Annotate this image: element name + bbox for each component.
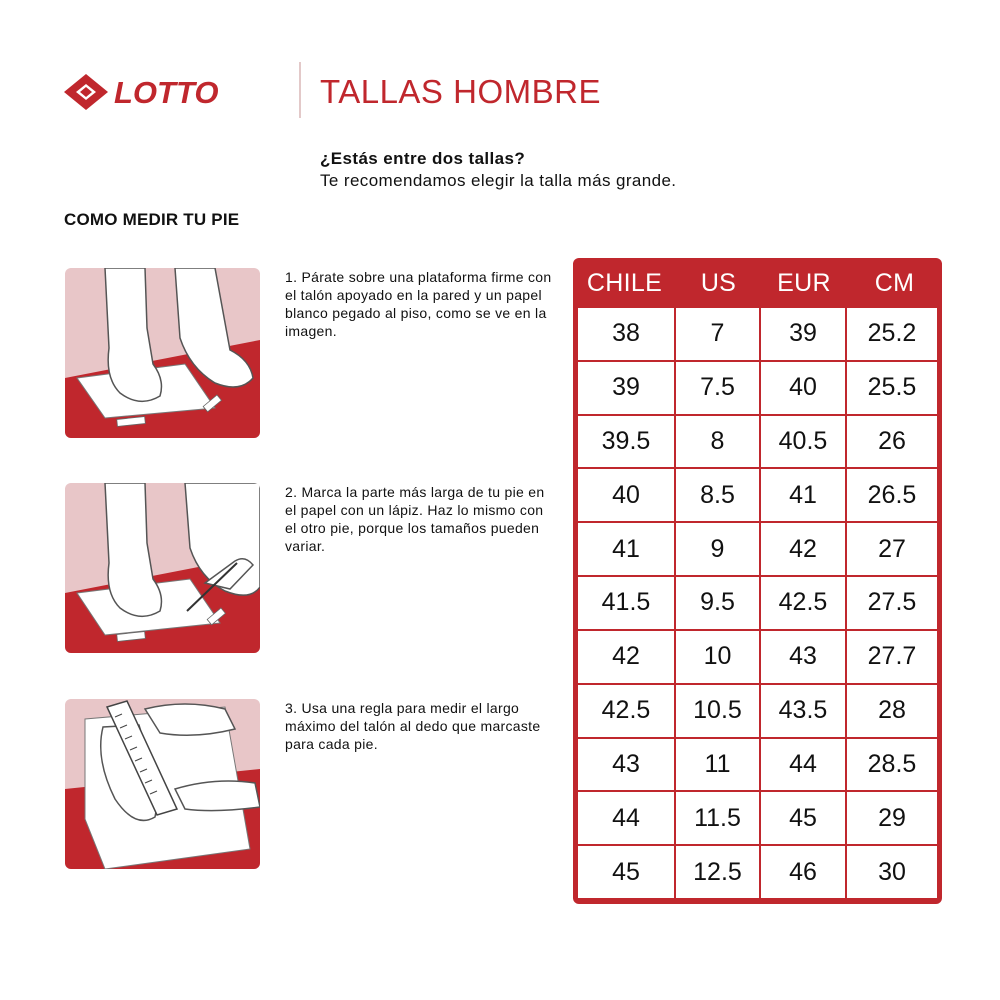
size-cell-chile: 44 <box>578 792 676 844</box>
size-cell-cm: 25.2 <box>847 308 937 360</box>
size-cell-eur: 43 <box>761 631 847 683</box>
size-tip <box>320 148 676 192</box>
ruler-measure-icon <box>65 699 260 869</box>
size-cell-chile: 39 <box>578 362 676 414</box>
step-1-text: 1. Párate sobre una plataforma firme con el talón apoyado en la pared y un papel blanco pegado al piso, como se ve en la imagen. <box>285 269 552 339</box>
size-cell-cm: 27.5 <box>847 577 937 629</box>
size-cell-us: 10 <box>676 631 761 683</box>
header-chile: CHILE <box>586 268 663 297</box>
size-cell-us: 8.5 <box>676 469 761 521</box>
size-cell-eur: 40.5 <box>761 416 847 468</box>
step-2-text: 2. Marca la parte más larga de tu pie en el papel con un lápiz. Haz lo mismo con el otro pie, porque los tamaños pueden variar. <box>285 484 545 554</box>
tip-question: ¿Estás entre dos tallas? <box>320 149 526 168</box>
page-title: TALLAS HOMBRE <box>320 73 601 110</box>
size-cell-eur: 39 <box>761 308 847 360</box>
size-cell-us: 9 <box>676 523 761 575</box>
section-title: COMO MEDIR TU PIE <box>64 210 240 229</box>
size-cell-chile: 41.5 <box>578 577 676 629</box>
size-cell-cm: 30 <box>847 846 937 898</box>
size-cell-chile: 39.5 <box>578 416 676 468</box>
size-cell-us: 9.5 <box>676 577 761 629</box>
size-cell-us: 11.5 <box>676 792 761 844</box>
lotto-diamond-icon <box>64 74 108 110</box>
size-cell-chile: 42 <box>578 631 676 683</box>
size-cell-eur: 40 <box>761 362 847 414</box>
size-cell-chile: 42.5 <box>578 685 676 737</box>
size-cell-eur: 44 <box>761 739 847 791</box>
size-cell-us: 10.5 <box>676 685 761 737</box>
size-cell-chile: 40 <box>578 469 676 521</box>
feet-on-paper-icon <box>65 268 260 438</box>
header-cm: CM <box>874 268 915 297</box>
size-cell-cm: 29 <box>847 792 937 844</box>
lotto-wordmark: LOTTO <box>114 75 219 110</box>
size-cell-eur: 42 <box>761 523 847 575</box>
lotto-logo <box>62 72 277 112</box>
header-us: US <box>700 268 737 297</box>
size-table-header <box>573 258 942 308</box>
size-cell-us: 7.5 <box>676 362 761 414</box>
size-cell-eur: 43.5 <box>761 685 847 737</box>
size-cell-us: 12.5 <box>676 846 761 898</box>
tip-answer: Te recomendamos elegir la talla más grande. <box>320 171 677 190</box>
header-divider <box>299 62 301 118</box>
size-cell-chile: 38 <box>578 308 676 360</box>
size-cell-cm: 28.5 <box>847 739 937 791</box>
size-cell-eur: 41 <box>761 469 847 521</box>
header-eur: EUR <box>777 268 831 297</box>
size-cell-cm: 26.5 <box>847 469 937 521</box>
size-cell-cm: 27 <box>847 523 937 575</box>
size-table <box>573 258 942 904</box>
size-cell-eur: 46 <box>761 846 847 898</box>
size-cell-cm: 28 <box>847 685 937 737</box>
size-cell-cm: 25.5 <box>847 362 937 414</box>
size-cell-chile: 45 <box>578 846 676 898</box>
size-cell-eur: 45 <box>761 792 847 844</box>
size-cell-cm: 26 <box>847 416 937 468</box>
size-cell-chile: 41 <box>578 523 676 575</box>
size-cell-cm: 27.7 <box>847 631 937 683</box>
step-3-text: 3. Usa una regla para medir el largo máximo del talón al dedo que marcaste para cada pie. <box>285 700 541 752</box>
size-cell-eur: 42.5 <box>761 577 847 629</box>
mark-foot-pencil-icon <box>65 483 260 653</box>
size-cell-chile: 43 <box>578 739 676 791</box>
size-cell-us: 11 <box>676 739 761 791</box>
size-cell-us: 8 <box>676 416 761 468</box>
size-cell-us: 7 <box>676 308 761 360</box>
size-table-body <box>578 308 937 898</box>
